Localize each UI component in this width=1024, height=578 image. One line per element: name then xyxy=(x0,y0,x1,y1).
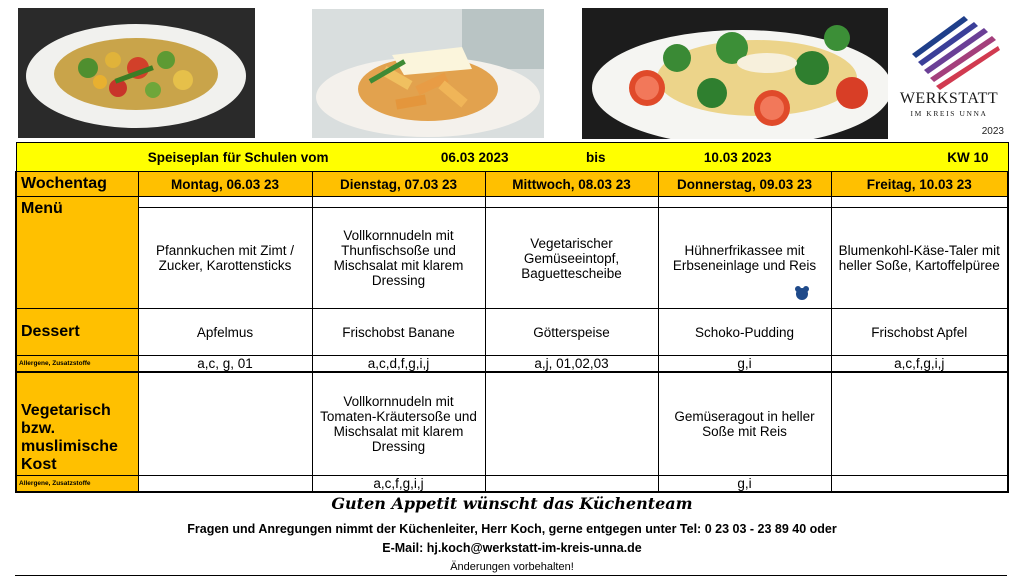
vegetable-dish-photo xyxy=(18,8,255,138)
allergen-cell: g,i xyxy=(658,356,831,373)
menu-cell: Blumenkohl-Käse-Taler mit heller Soße, Kartoffelpüree xyxy=(831,208,1008,309)
day-header: Mittwoch, 08.03 23 xyxy=(485,172,658,197)
veg-allergen-cell: g,i xyxy=(658,476,831,493)
veg-cell: Vollkornnudeln mit Tomaten-Kräutersoße und Mischsalat mit klarem Dressing xyxy=(312,372,485,476)
week-number: KW 10 xyxy=(947,149,989,165)
werkstatt-logo xyxy=(894,14,1004,138)
veg-cell xyxy=(831,372,1008,476)
change-note: Änderungen vorbehalten! xyxy=(450,561,574,573)
veg-cell xyxy=(138,372,312,476)
veg-row xyxy=(16,372,1008,476)
dessert-label: Dessert xyxy=(16,309,138,356)
menu-cell: Pfannkuchen mit Zimt / Zucker, Karottensticks xyxy=(138,208,312,309)
allergen-label: Allergene, Zusatzstoffe xyxy=(16,356,138,373)
menu-cell-text: Hühnerfrikassee mit Erbseneinlage und Reis xyxy=(672,243,817,273)
date-from: 06.03 2023 xyxy=(440,149,509,165)
allergen-cell: a,j, 01,02,03 xyxy=(485,356,658,373)
contact-text: Fragen und Anregungen nimmt der Küchenleiter, Herr Koch, gerne entgegen unter Tel: 0 23 03 - 23 89 40 oder xyxy=(187,522,837,536)
veg-allergen-cell xyxy=(485,476,658,493)
date-to: 10.03 2023 xyxy=(703,149,772,165)
dessert-cell: Schoko-Pudding xyxy=(658,309,831,356)
bis-label: bis xyxy=(585,149,606,165)
menu-cell: Vollkornnudeln mit Thunfischsoße und Mischsalat mit klarem Dressing xyxy=(312,208,485,309)
day-header: Donnerstag, 09.03 23 xyxy=(658,172,831,197)
logo-stripes-icon xyxy=(894,14,1004,92)
day-header: Freitag, 10.03 23 xyxy=(831,172,1008,197)
veg-label: Vegetarisch bzw. muslimische Kost xyxy=(16,372,138,476)
dessert-cell: Frischobst Banane xyxy=(312,309,485,356)
allergen-cell: a,c, g, 01 xyxy=(138,356,312,373)
dessert-row xyxy=(16,309,1008,356)
allergen-symbol-icon xyxy=(793,284,811,302)
menu-row xyxy=(16,208,1008,309)
veg-cell: Gemüseragout in heller Soße mit Reis xyxy=(658,372,831,476)
allergen-cell: a,c,d,f,g,i,j xyxy=(312,356,485,373)
wochentag-header: Wochentag xyxy=(16,172,138,197)
day-header: Montag, 06.03 23 xyxy=(138,172,312,197)
meal-plan-table xyxy=(15,142,1009,493)
email-text: E-Mail: hj.koch@werkstatt-im-kreis-unna.de xyxy=(382,541,642,555)
menu-label: Menü xyxy=(16,197,138,309)
veg-cell xyxy=(485,372,658,476)
dessert-cell: Apfelmus xyxy=(138,309,312,356)
dessert-cell: Götterspeise xyxy=(485,309,658,356)
allergen-row xyxy=(16,356,1008,373)
penne-pasta-photo xyxy=(312,9,544,138)
logo-name: WERKSTATT xyxy=(899,90,999,107)
dessert-cell: Frischobst Apfel xyxy=(831,309,1008,356)
veg-allergen-cell: a,c,f,g,i,j xyxy=(312,476,485,493)
veg-allergen-row xyxy=(16,476,1008,493)
day-header: Dienstag, 07.03 23 xyxy=(312,172,485,197)
plan-title: Speiseplan für Schulen vom xyxy=(147,149,329,165)
veg-allergen-cell xyxy=(138,476,312,493)
greeting: Guten Appetit wünscht das Küchenteam xyxy=(331,494,693,513)
year-label: 2023 xyxy=(981,126,1004,137)
broccoli-pasta-photo xyxy=(582,8,888,139)
header-row xyxy=(16,172,1008,197)
title-row xyxy=(16,143,1008,172)
veg-allergen-label: Allergene, Zusatzstoffe xyxy=(16,476,138,493)
allergen-cell: a,c,f,g,i,j xyxy=(831,356,1008,373)
logo-subtitle: IM KREIS UNNA xyxy=(910,109,988,118)
bottom-divider xyxy=(15,575,1007,576)
veg-allergen-cell xyxy=(831,476,1008,493)
menu-cell xyxy=(658,208,831,309)
menu-cell: Vegetarischer Gemüseeintopf, Baguettescheibe xyxy=(485,208,658,309)
spacer-row xyxy=(16,197,1008,208)
